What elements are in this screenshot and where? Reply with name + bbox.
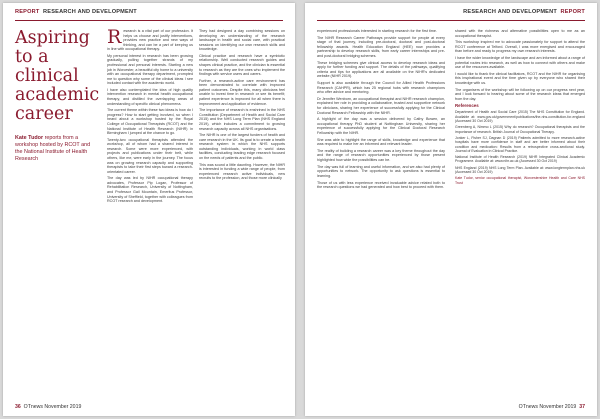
paragraph: This was sound a little daunting. However, the NIHR is interested in funding a wide range of people, from experienced research active individuals, new recruits to the profession, and those more clinically [199,162,285,181]
article-column-4 [455,29,585,407]
paragraph: I have the wider knowledge of the landscape and am informed about a range of potential routes into research, as well as how to connect with others and make use of the resources available. [455,56,585,70]
right-page-header [463,9,585,19]
paragraph: I would like to thank the clinical facilitators, RCOT and the NIHR for organising this inspirational event and the time given up by everyone who shared their knowledge with us. [455,71,585,86]
header-kicker: REPORT [15,9,40,15]
drop-cap: R [107,29,122,48]
paragraph: Twenty-two occupational therapists attended the workshop, all of whom had a shared interest in research. Some were more experienced, with projects and publications under their belt, while others, like me, were early in the journey. The focus was on growing research capacity and supporting therapists to take their first steps toward a research-orientated career. [107,137,193,174]
article-column-1 [107,29,193,407]
paragraph: The NIHR Research Career Pathways provide support for people at every stage of that journey, including pre-doctoral, doctoral and post-doctoral fellowship awards. Health Education England (HEE) now provides a partnership to develop research skills, from early career internships and pre- and post-doctoral bridging schemes. [317,35,445,58]
reference-item: NHS England (2019) NHS Long Term Plan. Available at: www.longtermplan.nhs.uk (Accessed 30 Oct 2019) [455,165,585,175]
paragraph: Further, a research-active care environment has been demonstrated to correlate with improved patient outcomes. Despite this, many clinicians feel unable to invest time in research or see its benefit; patient experience is improved for all when there is improvement and application of evidence. [199,78,285,106]
article-byline [15,135,99,163]
left-page-header [15,9,137,19]
article-column-2 [199,29,285,407]
reference-item: National Institute of Health Research (2019) NIHR Integrated Clinical Academic Programme. Available at: www.nihr.ac.uk (Accessed 30 Oct 2019) [455,155,585,164]
reference-item: Jonker L, Fisher SJ, Dagnan D (2019) Patients admitted to more research-active hospitals have more confidence in staff and are better informed about their condition and medication: Results from a retrospective cross-sectional study. Journal of Evaluation in Clinical Practice. [455,135,585,153]
left-page-footer [15,404,81,410]
reference-item: Greenberg A, Nimmo L (2015) Why do research? Occupational therapists and the importance of research. British Journal of Occupational Therapy. [455,125,585,134]
references-heading: References [455,103,479,109]
paragraph: Those of us with less experience received invaluable advice related both to the research questions we had generated and how best to proceed with them. [317,180,445,190]
paragraph: Support is also available through the Council for Allied Health Professions Research (CAHPR), which has 25 regional hubs with research champions who offer advice and mentoring. [317,81,445,95]
paragraph: This workshop inspired me to advocate passionately for support to attend the RCOT conference at Telford. Overall, I was more energised and encouraged than before and ready to progress my own research interests. [455,40,585,54]
header-rule [317,20,585,21]
paragraph-text: esearch is a vital part of our profession. It helps us choose and justify interventions, provides new practice and new ways of thinking, and can be a part of keeping us in line with occupational therapy. [107,29,193,52]
paragraph: She was able to highlight the range of skills, knowledge and experience that was required to make her an informed and relevant leader. [317,137,445,147]
reference-item: Department of Health and Social Care (2015) The NHS Constitution for England. Available at: www.gov.uk/government/publications/the-nhs-constitution-for-england (Accessed 30 Oct 2019) [455,110,585,124]
footer-publication: OTnews November 2019 [23,404,82,410]
right-page [305,3,597,416]
page-number: 36 [15,404,21,410]
article-column-3 [317,29,445,407]
byline-author: Kate Tudor [15,135,44,141]
paragraph: The current theme within these two ideas is how do I progress? How to start getting involved, so when I heard about a workshop hosted by the Royal College of Occupational Therapists (RCOT) and the National Institute of Health Research (NIHR) in Birmingham I jumped at the chance to go. [107,108,193,136]
paragraph: The day was full of learning and useful information, and we also had plenty of opportunities to network. The opportunity to ask questions is essential to learning. [317,164,445,178]
article-title: Aspiring to a clinical academic career [15,28,100,124]
paragraph: shared with the richness and alternative possibilities open to me as an occupational therapist. [455,29,585,38]
paragraph: I have also contemplated the idea of high quality intervention research in mental health occupational therapy, and distilled the overlapping areas of understanding of specific clinical phenomena. [107,87,193,106]
paragraph: A highlight of the day was a session delivered by Cathy Bowen, an occupational therapy PhD student at Nottingham University, sharing her experience of successfully applying for the Clinical Doctoral Research Fellowship with the NIHR. [317,117,445,135]
footer-publication: OTnews November 2019 [518,404,577,410]
paragraph: Clinical practice and research have a symbiotic relationship. Well conducted research guides and shapes clinical practice, and the clinician is essential to research as they are the ones who implement the findings with service users and carers. [199,53,285,77]
paragraph: The reality of building a research career was a key theme throughout the day and the range of research opportunities experienced by those present highlighted how wide the possibilities can be. [317,148,445,162]
byline-text: reports from a workshop hosted by RCOT and the National Institute of Health Research [15,135,91,162]
paragraph: My personal interest in research has been growing gradually, pulling together strands of my professional and personal interests. Starting a new job in Worcester, a beautiful city home to a university with an occupational therapy department, prompted me to question why some of the clinical ideas I see included contact with the academic world. [107,53,193,86]
header-kicker: REPORT [560,9,585,15]
paragraph: These bridging schemes give clinical access to develop research ideas and apply for further funding and support. The details of the pathways, qualifying criteria and tips for applications are all available on the NIHR's dedicated website (NIHR 2019). [317,60,445,79]
paragraph: The importance of research is enshrined in the NHS Constitution (Department of Health and Social Care 2015) and the NHS Long Term Plan (NHS England 2019), which includes a commitment to growing research capacity across all NHS organisations. [199,108,285,131]
paragraph: The day was led by NIHR occupational therapy advocates, Professor Pip Logan, Professor of Rehabilitation Research, University of Nottingham, and Professor Gail Mountain, Emeritus Professor, University of Sheffield, together with colleagues from RCOT research and development. [107,176,193,204]
paragraph: experienced professionals interested in starting research for the first time. [317,29,437,33]
header-rule [15,20,283,21]
paragraph: The NIHR is one of the largest funders of health and care research in the UK. Its goal is to create a health research system in which the NHS supports outstanding individuals, working in world class facilities, conducting leading edge research focused on the needs of patients and the public. [199,133,285,160]
header-section: RESEARCH AND DEVELOPMENT [43,9,137,15]
right-page-footer [519,404,585,410]
left-page [3,3,295,416]
paragraph [107,29,193,52]
page-number: 37 [579,404,585,410]
paragraph: The organisers of the workshop will be following up on our progress next year, and I look forward to hearing about some of the research ideas that emerged from the day. [455,87,585,101]
paragraph: They had designed a day combining sessions on developing an understanding of the research landscape in health and social care, with practical sessions on identifying our own research skills and knowledge. [199,29,285,52]
paragraph: Dr Jennifer Wenborn, an occupational therapist and NIHR research champion, explained her role in providing a collaborative, trusted and supportive network for clinicians, sharing her experience of successfully applying for the Clinical Doctoral Research Fellowship with the NIHR. [317,96,445,115]
header-section: RESEARCH AND DEVELOPMENT [463,9,557,15]
author-bio: Kate Tudor, senior occupational therapist, Worcestershire Health and Care NHS Trust [455,176,585,185]
